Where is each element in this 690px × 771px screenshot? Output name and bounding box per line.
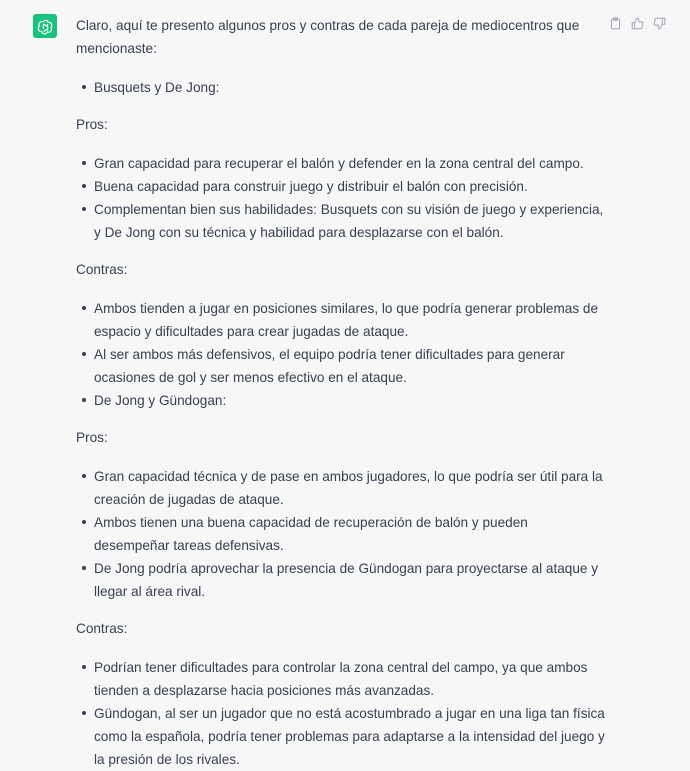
pair-list-1: [76, 76, 606, 99]
like-button[interactable]: [629, 15, 645, 31]
list-item: Complementan bien sus habilidades: Busquets con su visión de juego y experiencia, y De Jong con su técnica y habilidad para desplazarse con el balón.: [76, 198, 606, 244]
intro-paragraph: Claro, aquí te presento algunos pros y contras de cada pareja de mediocentros que mencionaste:: [76, 18, 580, 56]
pros-label: Pros:: [76, 430, 108, 445]
list-item: Gran capacidad para recuperar el balón y defender en la zona central del campo.: [76, 152, 606, 175]
list-item: Ambos tienden a jugar en posiciones similares, lo que podría generar problemas de espacio y dificultades para crear jugadas de ataque.: [76, 297, 606, 343]
list-item: Podrían tener dificultades para controlar la zona central del campo, ya que ambos tienden a desplazarse hacia posiciones más avanzadas.: [76, 656, 606, 702]
contras-list-2: [76, 656, 606, 771]
message-content: [76, 14, 606, 771]
list-item: Buena capacidad para construir juego y distribuir el balón con precisión.: [76, 175, 606, 198]
assistant-avatar: [33, 14, 57, 38]
dislike-button[interactable]: [651, 15, 667, 31]
pros-label: Pros:: [76, 117, 108, 132]
thumbs-up-icon: [631, 17, 644, 30]
pair-title-item: De Jong y Gündogan:: [76, 389, 606, 412]
pair-title-item: Busquets y De Jong:: [76, 76, 606, 99]
message-actions: [607, 15, 667, 31]
openai-logo-icon: [37, 18, 54, 35]
list-item: Ambos tienen una buena capacidad de recuperación de balón y pueden desempeñar tareas defensivas.: [76, 511, 606, 557]
list-item: Gündogan, al ser un jugador que no está acostumbrado a jugar en una liga tan física como la española, podría tener problemas para adaptarse a la intensidad del juego y la presión de los rivales.: [76, 702, 606, 771]
contras-list-1: [76, 297, 606, 412]
pros-list-2: [76, 465, 606, 603]
clipboard-icon: [609, 17, 622, 30]
copy-button[interactable]: [607, 15, 623, 31]
contras-label: Contras:: [76, 262, 128, 277]
thumbs-down-icon: [653, 17, 666, 30]
contras-label: Contras:: [76, 621, 128, 636]
list-item: De Jong podría aprovechar la presencia de Gündogan para proyectarse al ataque y llegar al área rival.: [76, 557, 606, 603]
pros-list-1: [76, 152, 606, 244]
list-item: Gran capacidad técnica y de pase en ambos jugadores, lo que podría ser útil para la creación de jugadas de ataque.: [76, 465, 606, 511]
list-item: Al ser ambos más defensivos, el equipo podría tener dificultades para generar ocasiones de gol y ser menos efectivo en el ataque.: [76, 343, 606, 389]
